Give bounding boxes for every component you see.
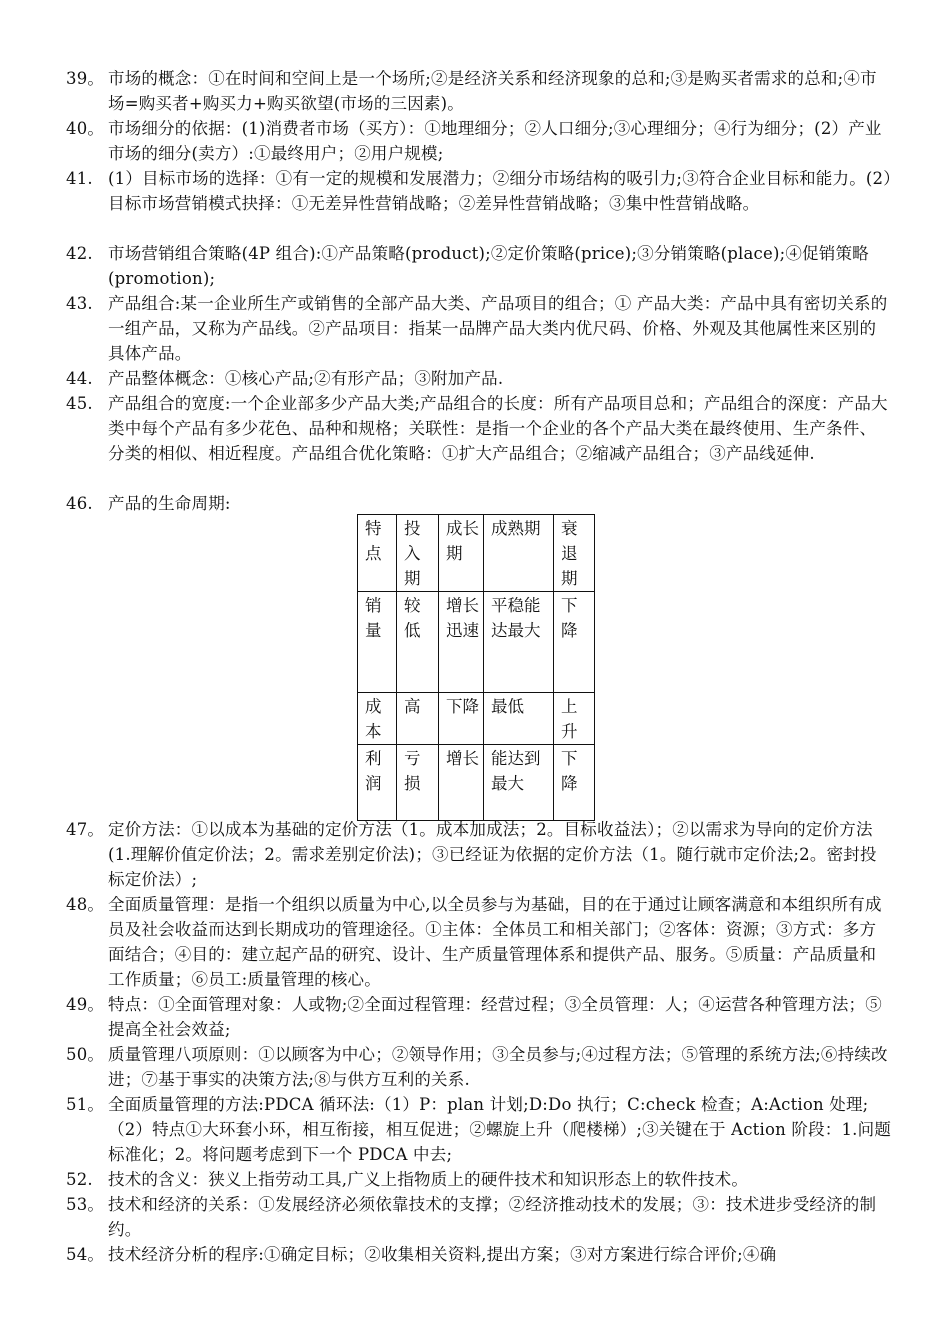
table-cell: 销量	[358, 592, 397, 693]
table-row	[358, 745, 595, 821]
item-number: 42.	[66, 244, 93, 263]
table-cell: 增长迅速	[439, 592, 484, 693]
item-number: 44.	[66, 369, 93, 388]
item-text: 产品整体概念：①核心产品;②有形产品；③附加产品.	[108, 369, 504, 388]
list-item-41	[66, 166, 892, 216]
table-cell: 较低	[397, 592, 439, 693]
item-number: 40。	[66, 119, 105, 138]
table-cell: 成本	[358, 693, 397, 745]
item-number: 53。	[66, 1195, 105, 1214]
item-text: 产品的生命周期:	[108, 494, 231, 513]
item-text: 技术经济分析的程序:①确定目标；②收集相关资料,提出方案；③对方案进行综合评价;④确	[108, 1245, 777, 1264]
item-number: 41.	[66, 169, 93, 188]
item-number: 49。	[66, 995, 105, 1014]
table-cell: 最低	[484, 693, 554, 745]
list-item-43	[66, 291, 892, 366]
item-number: 43.	[66, 294, 93, 313]
table-cell: 高	[397, 693, 439, 745]
list-item-49	[66, 992, 892, 1042]
item-text: (1）目标市场的选择：①有一定的规模和发展潜力；②细分市场结构的吸引力;③符合企业目标和能力。(2）目标市场营销模式抉择：①无差异性营销战略；②差异性营销战略；③集中性营销战略。	[108, 169, 892, 213]
item-number: 46.	[66, 494, 93, 513]
item-text: 技术和经济的关系：①发展经济必须依靠技术的支撑；②经济推动技术的发展；③：技术进步受经济的制约。	[108, 1195, 877, 1239]
table-row	[358, 592, 595, 693]
item-number: 48。	[66, 895, 105, 914]
list-item-53	[66, 1192, 892, 1242]
item-number: 39。	[66, 69, 105, 88]
item-number: 54。	[66, 1245, 105, 1264]
list-item-46	[66, 491, 892, 516]
item-text: 质量管理八项原则：①以顾客为中心；②领导作用；③全员参与;④过程方法；⑤管理的系统方法;⑥持续改进；⑦基于事实的决策方法;⑧与供方互利的关系.	[108, 1045, 888, 1089]
item-text: 特点：①全面管理对象：人或物;②全面过程管理：经营过程；③全员管理：人；④运营各种管理方法；⑤提高全社会效益;	[108, 995, 882, 1039]
list-item-45	[66, 391, 892, 466]
list-item-52	[66, 1167, 892, 1192]
item-number: 45.	[66, 394, 93, 413]
table-cell: 下降	[554, 592, 595, 693]
list-item-44	[66, 366, 892, 391]
table-cell: 亏损	[397, 745, 439, 821]
table-header-cell: 衰退期	[554, 515, 595, 592]
table-header-cell: 投入期	[397, 515, 439, 592]
list-item-40	[66, 116, 892, 166]
list-item-51	[66, 1092, 892, 1167]
item-text: 全面质量管理：是指一个组织以质量为中心,以全员参与为基础，目的在于通过让顾客满意和本组织所有成员及社会收益而达到长期成功的管理途径。①主体：全体员工和相关部门；②客体：资源；③方式：多方面结合；④目的：建立起产品的研究、设计、生产质量管理体系和提供产品、服务。⑤质量：产品质量和工作质量；⑥员工:质量管理的核心。	[108, 895, 882, 989]
list-item-42	[66, 241, 892, 291]
item-text: 全面质量管理的方法:PDCA 循环法:（1）P：plan 计划;D:Do 执行；C:check 检查；A:Action 处理;（2）特点①大环套小环，相互衔接，相互促进；②螺旋上升（爬楼梯）;③关键在于 Action 阶段：1.问题标准化；2。将问题考虑到下一个 PDCA 中去;	[108, 1095, 892, 1164]
table-cell: 增长	[439, 745, 484, 821]
table-cell: 上升	[554, 693, 595, 745]
item-number: 52.	[66, 1170, 93, 1189]
list-item-48	[66, 892, 892, 992]
table-cell: 利润	[358, 745, 397, 821]
list-item-39	[66, 66, 892, 116]
table-cell: 能达到最大	[484, 745, 554, 821]
product-lifecycle-table	[357, 514, 595, 821]
item-text: 产品组合:某一企业所生产或销售的全部产品大类、产品项目的组合；① 产品大类：产品中具有密切关系的一组产品，又称为产品线。②产品项目：指某一品牌产品大类内优尺码、价格、外观及其他属性来区别的具体产品。	[108, 294, 888, 363]
table-header-cell: 成熟期	[484, 515, 554, 592]
item-number: 51。	[66, 1095, 105, 1114]
item-text: 技术的含义：狭义上指劳动工具,广义上指物质上的硬件技术和知识形态上的软件技术。	[108, 1170, 749, 1189]
item-number: 50。	[66, 1045, 105, 1064]
table-header-cell: 成长期	[439, 515, 484, 592]
item-text: 市场的概念：①在时间和空间上是一个场所;②是经济关系和经济现象的总和;③是购买者需求的总和;④市场=购买者+购买力+购买欲望(市场的三因素)。	[108, 69, 877, 113]
list-item-50	[66, 1042, 892, 1092]
table-row	[358, 693, 595, 745]
item-text: 市场细分的依据：(1)消费者市场（买方）：①地理细分；②人口细分;③心理细分；④行为细分；(2）产业市场的细分(卖方）:①最终用户；②用户规模;	[108, 119, 882, 163]
table-header-cell: 特点	[358, 515, 397, 592]
table-cell: 平稳能达最大	[484, 592, 554, 693]
item-text: 产品组合的宽度:一个企业部多少产品大类;产品组合的长度：所有产品项目总和；产品组合的深度：产品大类中每个产品有多少花色、品种和规格；关联性：是指一个企业的各个产品大类在最终使用、生产条件、分类的相似、相近程度。产品组合优化策略：①扩大产品组合；②缩减产品组合；③产品线延伸.	[108, 394, 888, 463]
list-item-54	[66, 1242, 892, 1267]
item-text: 市场营销组合策略(4P 组合):①产品策略(product);②定价策略(price);③分销策略(place);④促销策略(promotion);	[108, 244, 869, 288]
table-cell: 下降	[439, 693, 484, 745]
item-number: 47。	[66, 820, 105, 839]
table-header-row	[358, 515, 595, 592]
item-text: 定价方法：①以成本为基础的定价方法（1。成本加成法；2。目标收益法）；②以需求为导向的定价方法(1.理解价值定价法；2。需求差别定价法)；③已经证为依据的定价方法（1。随行就市定价法;2。密封投标定价法）;	[108, 820, 877, 889]
table-cell: 下降	[554, 745, 595, 821]
list-item-47	[66, 817, 892, 892]
